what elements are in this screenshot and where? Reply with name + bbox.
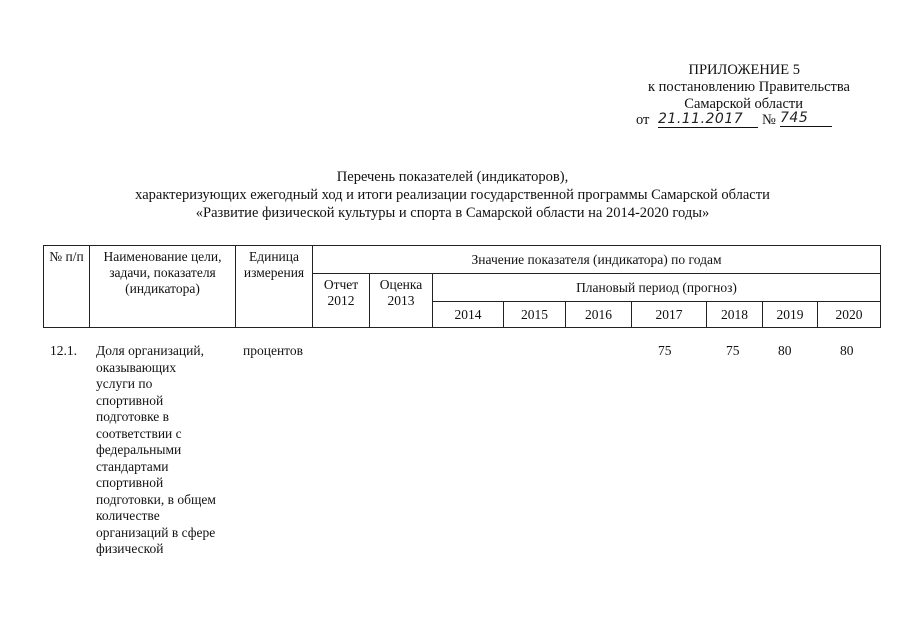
row-name-line: Доля организаций, (96, 343, 204, 358)
row-value-2018: 75 (726, 343, 740, 358)
header-year: 2018 (707, 302, 763, 328)
row-name-line: подготовки, в общем (96, 491, 216, 507)
header-year: 2020 (818, 302, 881, 328)
indicators-table-header (43, 245, 881, 328)
row-value-2017: 75 (658, 343, 672, 358)
row-name-line: соответствии с (96, 425, 182, 441)
row-name-line: услуги по (96, 376, 153, 391)
row-num: 12.1. (50, 343, 77, 358)
row-name (96, 343, 216, 558)
row-name-line: стандартами (96, 458, 169, 474)
document-title (0, 168, 905, 222)
header-values-group: Значение показателя (индикатора) по годам (313, 246, 881, 274)
appendix-header (600, 62, 850, 113)
row-name-line: спортивной (96, 475, 164, 490)
header-year: 2016 (566, 302, 632, 328)
row-value-2020: 80 (840, 343, 854, 358)
header-report: Отчет 2012 (313, 274, 370, 328)
date-prefix: от (636, 112, 650, 128)
header-year: 2019 (763, 302, 818, 328)
handwritten-date: 21.11.2017 (658, 111, 758, 128)
row-name-line: подготовке в (96, 409, 170, 424)
header-plan-group: Плановый период (прогноз) (433, 274, 881, 302)
header-estimate: Оценка 2013 (370, 274, 433, 328)
row-unit: процентов (243, 343, 304, 358)
header-name: Наименование цели, задачи, показателя (индикатора) (90, 246, 236, 328)
appendix-region: Самарской области (684, 96, 803, 112)
header-year: 2014 (433, 302, 504, 328)
number-prefix: № (762, 112, 776, 128)
header-year: 2017 (632, 302, 707, 328)
handwritten-number: 745 (780, 110, 832, 127)
row-name-line: оказывающих (96, 359, 177, 375)
title-line-2: характеризующих ежегодный ход и итоги реализации государственной программы Самарской области (135, 187, 770, 203)
header-num: № п/п (44, 246, 90, 328)
appendix-title: ПРИЛОЖЕНИЕ 5 (688, 62, 800, 78)
row-name-line: организаций в сфере (96, 524, 216, 540)
row-name-line: количестве (96, 508, 160, 523)
appendix-decree: к постановлению Правительства (648, 79, 850, 95)
header-year: 2015 (504, 302, 566, 328)
row-name-line: федеральными (96, 442, 182, 457)
row-name-line: спортивной (96, 392, 164, 408)
row-name-line: физической (96, 541, 164, 556)
row-value-2019: 80 (778, 343, 792, 358)
title-line-3: «Развитие физической культуры и спорта в Самарской области на 2014-2020 годы» (195, 205, 710, 221)
header-unit: Единица измерения (236, 246, 313, 328)
title-line-1: Перечень показателей (индикаторов), (336, 169, 569, 185)
